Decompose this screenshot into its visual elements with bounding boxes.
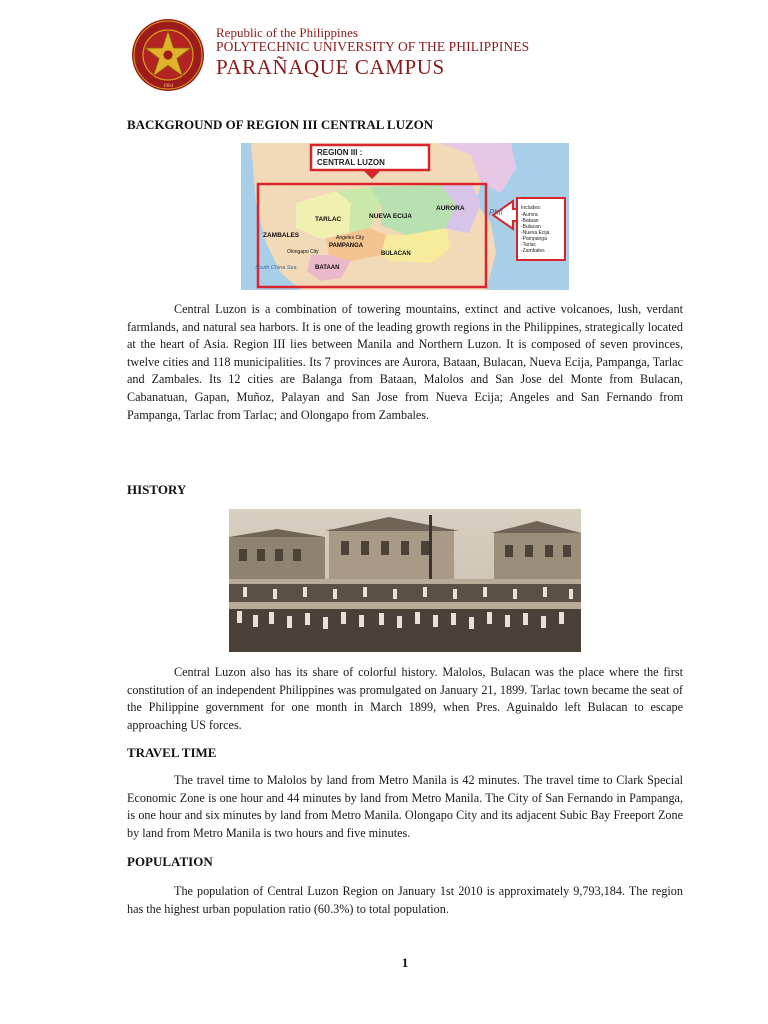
- map-includes-title: Includes:: [521, 205, 542, 211]
- map-includes-item: -Aurora: [521, 212, 538, 218]
- map-includes-item: -Nueva Ecija: [521, 230, 550, 236]
- map-includes-item: -Tarlac: [521, 242, 537, 248]
- map-label-aurora: AURORA: [436, 205, 465, 212]
- map-label-bulacan: BULACAN: [381, 251, 411, 257]
- central-luzon-map: [241, 143, 569, 290]
- map-label-phil: Phil: [489, 208, 503, 217]
- map-label-bataan: BATAAN: [315, 265, 340, 271]
- map-label-nueva-ecija: NUEVA ECIJA: [369, 213, 412, 220]
- map-label-pampanga: PAMPANGA: [329, 243, 364, 249]
- background-paragraph: Central Luzon is a combination of towering mountains, extinct and active volcanoes, lush, verdant farmlands, and natural sea harbors. It is one of the leading growth regions in the Philippines, strategically located at the heart of Asia. Region III lies between Manila and Northern Luzon. It is composed of seven provinces, twelve cities and 118 municipalities. Its 7 provinces are Aurora, Bataan, Bulacan, Nueva Ecija, Pampanga, Tarlac and Zambales. Its 12 cities are Balanga from Bataan, Malolos and San Jose del Monte from Bulacan, Cabanatuan, Gapan, Muñoz, Palayan and San Jose from Nueva Ecija; Angeles and San Fernando from Pampanga, Tarlac from Tarlac; and Olongapo from Zambales.: [127, 302, 683, 422]
- map-includes-item: -Pampanga: [521, 236, 547, 242]
- section-title-background: BACKGROUND OF REGION III CENTRAL LUZON: [127, 117, 434, 132]
- map-label-olongapo: Olongapo City: [287, 249, 319, 255]
- map-label-tarlac: TARLAC: [315, 216, 342, 223]
- map-includes-item: -Bataan: [521, 218, 539, 224]
- history-paragraph: Central Luzon also has its share of colorful history. Malolos, Bulacan was the place where the first constitution of an independent Philippines was promulgated on January 21, 1899. Tarlac town became the seat of the Philippine government for one month in March 1899, when Pres. Aguinaldo left Bulacan to escape approaching US forces.: [127, 665, 683, 732]
- historical-photo: [229, 509, 581, 652]
- section-title-history: HISTORY: [127, 482, 187, 497]
- map-callout-line2: CENTRAL LUZON: [317, 158, 385, 167]
- population-paragraph: The population of Central Luzon Region on January 1st 2010 is approximately 9,793,184. The region has the highest urban population ratio (60.3%) to total population.: [127, 884, 683, 916]
- university-seal-logo: [131, 18, 205, 92]
- map-includes-item: -Zambales: [521, 248, 545, 254]
- map-includes-item: -Bulacan: [521, 224, 541, 230]
- map-callout-line1: REGION III :: [317, 148, 363, 157]
- section-title-travel-time: TRAVEL TIME: [127, 745, 217, 760]
- header-republic: Republic of the Philippines: [216, 25, 358, 40]
- map-label-angeles: Angeles City: [336, 235, 365, 241]
- travel-time-paragraph: The travel time to Malolos by land from Metro Manila is 42 minutes. The travel time to Clark Special Economic Zone is one hour and 44 minutes by land from Metro Manila. The City of San Fernando in Pampanga, is one hour and six minutes by land from Metro Manila. Olongapo City and its adjacent Subic Bay Freeport Zone by land from Metro Manila is two hours and five minutes.: [127, 773, 683, 840]
- section-title-population: POPULATION: [127, 854, 213, 869]
- header-campus: PARAÑAQUE CAMPUS: [216, 55, 445, 79]
- map-label-south-china-sea: South China Sea: [255, 265, 297, 271]
- map-label-zambales: ZAMBALES: [263, 232, 300, 239]
- seal-year: 1904: [163, 84, 173, 89]
- page-number: 1: [401, 955, 409, 970]
- header-university: POLYTECHNIC UNIVERSITY OF THE PHILIPPINES: [216, 39, 530, 54]
